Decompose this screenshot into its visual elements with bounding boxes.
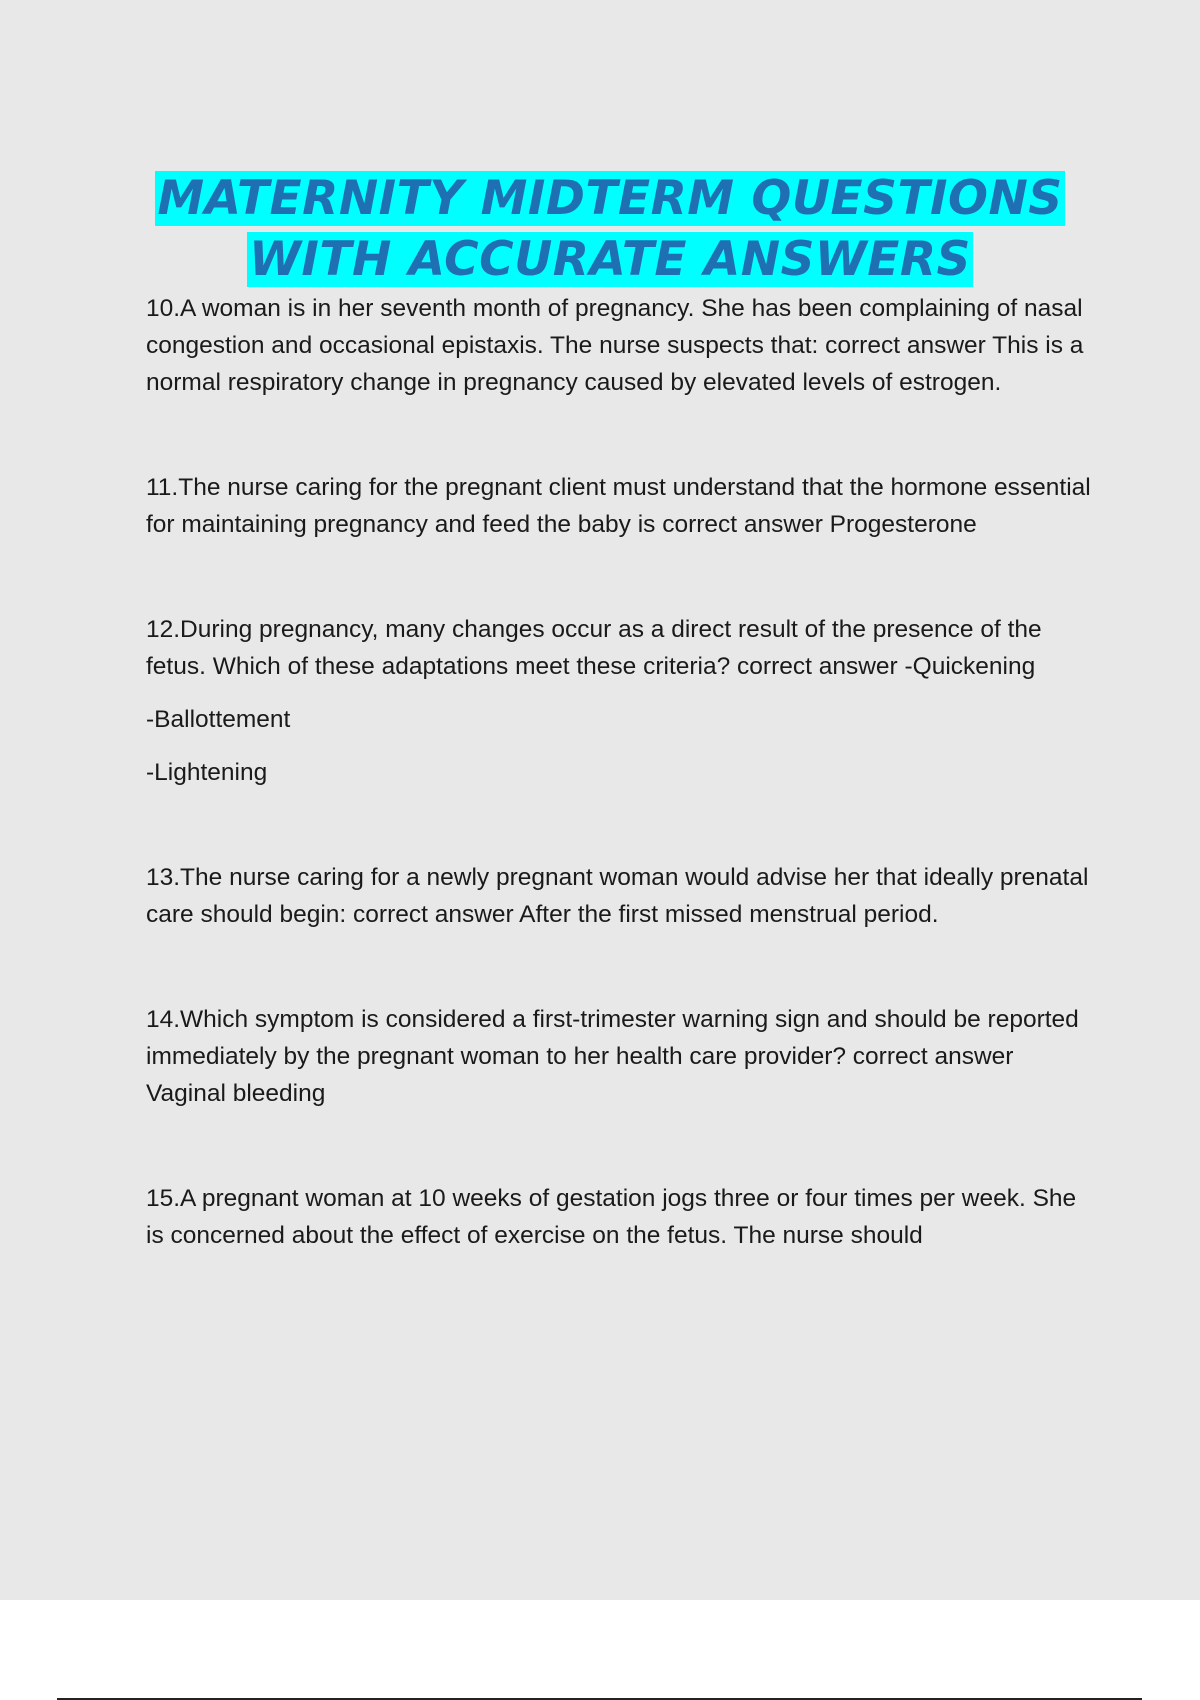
question-text: 10.A woman is in her seventh month of pregnancy. She has been complaining of nasal congestion and occasional epistaxis. The nurse suspects that: correct answer This is a normal respiratory change in pregnancy caused by elevated levels of estrogen. xyxy=(146,295,1084,396)
question-text: 13.The nurse caring for a newly pregnant woman would advise her that ideally prenatal care should begin: correct answer After the first missed menstrual period. xyxy=(146,864,1089,928)
answer-extra: -Ballottement xyxy=(146,706,291,733)
question-item xyxy=(146,1001,1096,1112)
document-title xyxy=(60,168,1160,290)
title-line-1: MATERNITY MIDTERM QUESTIONS xyxy=(157,171,1063,226)
question-item xyxy=(146,859,1096,933)
question-item xyxy=(146,1180,1096,1254)
question-text: 11.The nurse caring for the pregnant client must understand that the hormone essential for maintaining pregnancy and feed the baby is correct answer Progesterone xyxy=(146,474,1091,538)
question-item xyxy=(146,290,1096,401)
title-line-2: WITH ACCURATE ANSWERS xyxy=(249,232,971,287)
question-text: 12.During pregnancy, many changes occur as a direct result of the presence of the fetus. Which of these adaptations meet these criteria? correct answer -Quickening xyxy=(146,616,1042,680)
answer-extra: -Lightening xyxy=(146,759,268,786)
question-text: 14.Which symptom is considered a first-trimester warning sign and should be reported immediately by the pregnant woman to her health care provider? correct answer Vaginal bleeding xyxy=(146,1006,1079,1107)
question-item xyxy=(146,469,1096,543)
question-text: 15.A pregnant woman at 10 weeks of gestation jogs three or four times per week. She is concerned about the effect of exercise on the fetus. The nurse should xyxy=(146,1185,1077,1249)
question-item xyxy=(146,611,1096,791)
question-list xyxy=(146,290,1096,1254)
